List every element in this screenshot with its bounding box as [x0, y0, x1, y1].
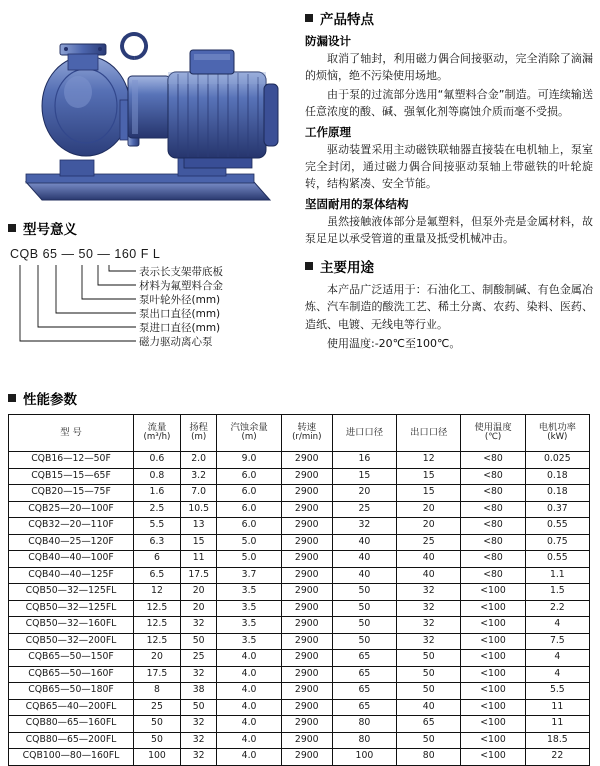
cell-value: 100	[332, 749, 396, 766]
cell-value: <80	[461, 501, 525, 518]
cell-value: <100	[461, 633, 525, 650]
model-code	[10, 247, 298, 261]
cell-value: 12.5	[134, 617, 181, 634]
cell-value: 15	[397, 485, 461, 502]
cell-value: 6.0	[217, 468, 281, 485]
cell-value: 0.55	[525, 551, 589, 568]
model-code-7: L	[152, 247, 161, 261]
features-para-0-0: 取消了轴封，利用磁力偶合间接驱动，完全消除了滴漏的烦恼，绝不污染使用场地。	[305, 52, 593, 83]
table-row	[9, 666, 590, 683]
cell-value: 2900	[281, 452, 332, 469]
features-heading	[305, 8, 593, 28]
usage-title: 主要用途	[320, 260, 374, 277]
model-legend-0: 表示长支架带底板	[139, 266, 223, 278]
features-sub-structure: 坚固耐用的泵体结构	[305, 197, 409, 212]
model-meaning-section	[8, 218, 298, 363]
cell-value: <80	[461, 551, 525, 568]
cell-model: CQB40—25—120F	[9, 534, 134, 551]
cell-value: 4	[525, 617, 589, 634]
th-power: 电机功率 (kW)	[525, 415, 589, 452]
cell-value: 100	[134, 749, 181, 766]
cell-value: 7.0	[180, 485, 217, 502]
cell-value: 3.7	[217, 567, 281, 584]
cell-value: 20	[180, 584, 217, 601]
cell-value: 25	[180, 650, 217, 667]
cell-value: 32	[180, 732, 217, 749]
table-row	[9, 567, 590, 584]
cell-value: 4.0	[217, 683, 281, 700]
cell-value: 2900	[281, 650, 332, 667]
cell-value: 6.0	[217, 518, 281, 535]
cell-value: 2900	[281, 485, 332, 502]
table-row	[9, 452, 590, 469]
usage-para-0: 本产品广泛适用于：石油化工、制酸制碱、有色金属冶炼、汽车制造的酸洗工艺、稀土分离、农药、染料、医药、造纸、电镀、无线电等行业。	[305, 283, 593, 331]
cell-value: 6	[134, 551, 181, 568]
cell-value: 0.8	[134, 468, 181, 485]
cell-value: 65	[332, 683, 396, 700]
cell-value: 50	[180, 633, 217, 650]
cell-value: 13	[180, 518, 217, 535]
cell-value: 2.2	[525, 600, 589, 617]
model-code-1: 65	[42, 247, 58, 261]
cell-value: 65	[332, 650, 396, 667]
table-row	[9, 600, 590, 617]
cell-value: <100	[461, 749, 525, 766]
cell-value: 0.6	[134, 452, 181, 469]
cell-value: 5.0	[217, 534, 281, 551]
features-para-0-1: 由于泵的过流部分选用“氟塑料合金”制造。可连续输送任意浓度的酸、碱、强氧化剂等腐蚀介质而毫不受损。	[305, 88, 593, 119]
model-code-4: —	[97, 247, 111, 261]
cell-value: 32	[397, 600, 461, 617]
performance-heading	[8, 388, 592, 408]
model-heading	[8, 218, 298, 238]
th-temp: 使用温度 (℃)	[461, 415, 525, 452]
cell-model: CQB50—32—160FL	[9, 617, 134, 634]
table-row	[9, 633, 590, 650]
features-para-1-0: 驱动装置采用主动磁铁联轴器直接装在电机轴上，泵室完全封闭，通过磁力偶合间接驱动泵轴上带磁铁的叶轮旋转，结构紧凑、安全节能。	[305, 143, 593, 191]
bullet-square-icon	[305, 262, 313, 270]
cell-value: 65	[332, 666, 396, 683]
cell-value: 1.1	[525, 567, 589, 584]
cell-value: 0.75	[525, 534, 589, 551]
th-inlet: 进口口径	[332, 415, 396, 452]
cell-value: 2.0	[180, 452, 217, 469]
model-legend-5: 磁力驱动离心泵	[139, 336, 213, 348]
cell-value: 6.3	[134, 534, 181, 551]
cell-value: 12	[134, 584, 181, 601]
cell-value: 2900	[281, 501, 332, 518]
cell-value: 1.6	[134, 485, 181, 502]
th-model: 型 号	[9, 415, 134, 452]
cell-value: 10.5	[180, 501, 217, 518]
cell-value: <100	[461, 584, 525, 601]
features-sub-principle: 工作原理	[305, 125, 351, 140]
cell-value: 50	[332, 617, 396, 634]
cell-value: 9.0	[217, 452, 281, 469]
model-legend-4: 泵进口直径(mm)	[139, 322, 221, 334]
cell-value: 2.5	[134, 501, 181, 518]
cell-value: 3.5	[217, 633, 281, 650]
cell-value: 40	[332, 534, 396, 551]
cell-model: CQB65—50—150F	[9, 650, 134, 667]
cell-value: 6.0	[217, 485, 281, 502]
cell-value: 40	[332, 567, 396, 584]
cell-value: 8	[134, 683, 181, 700]
cell-model: CQB16—12—50F	[9, 452, 134, 469]
cell-model: CQB40—40—100F	[9, 551, 134, 568]
cell-model: CQB15—15—65F	[9, 468, 134, 485]
cell-value: 32	[397, 617, 461, 634]
cell-value: 40	[332, 551, 396, 568]
features-title: 产品特点	[320, 12, 374, 28]
cell-value: 32	[180, 666, 217, 683]
cell-value: 3.5	[217, 584, 281, 601]
table-row	[9, 732, 590, 749]
cell-model: CQB80—65—200FL	[9, 732, 134, 749]
cell-value: 40	[397, 699, 461, 716]
cell-value: 4.0	[217, 699, 281, 716]
cell-value: 11	[525, 716, 589, 733]
cell-value: 4.0	[217, 732, 281, 749]
cell-value: 4	[525, 666, 589, 683]
model-legend-1: 材料为氟塑料合金	[139, 280, 223, 292]
cell-value: 2900	[281, 600, 332, 617]
table-row	[9, 749, 590, 766]
cell-value: 0.18	[525, 485, 589, 502]
model-legend-2: 泵叶轮外径(mm)	[139, 294, 221, 306]
cell-value: 25	[134, 699, 181, 716]
cell-value: 2900	[281, 584, 332, 601]
cell-value: <100	[461, 650, 525, 667]
cell-value: 65	[332, 699, 396, 716]
model-code-5: 160	[114, 247, 137, 261]
cell-value: 0.55	[525, 518, 589, 535]
cell-value: 2900	[281, 749, 332, 766]
cell-value: 32	[180, 749, 217, 766]
cell-value: 50	[134, 732, 181, 749]
performance-title: 性能参数	[23, 392, 77, 408]
cell-model: CQB20—15—75F	[9, 485, 134, 502]
cell-value: 20	[397, 501, 461, 518]
model-leader-lines	[8, 263, 298, 363]
cell-value: 2900	[281, 518, 332, 535]
cell-value: 20	[332, 485, 396, 502]
cell-value: 50	[332, 633, 396, 650]
cell-value: 6.5	[134, 567, 181, 584]
cell-value: 2900	[281, 666, 332, 683]
cell-value: 80	[332, 732, 396, 749]
cell-value: 50	[397, 666, 461, 683]
table-header-row	[9, 415, 590, 452]
cell-value: 7.5	[525, 633, 589, 650]
cell-value: 22	[525, 749, 589, 766]
model-code-3: 50	[78, 247, 94, 261]
cell-model: CQB80—65—160FL	[9, 716, 134, 733]
cell-value: 2900	[281, 617, 332, 634]
cell-value: <100	[461, 666, 525, 683]
cell-value: 20	[134, 650, 181, 667]
cell-value: 12.5	[134, 600, 181, 617]
cell-value: 6.0	[217, 501, 281, 518]
cell-value: <100	[461, 732, 525, 749]
cell-value: 32	[332, 518, 396, 535]
cell-value: 0.18	[525, 468, 589, 485]
cell-value: 32	[397, 633, 461, 650]
cell-value: 38	[180, 683, 217, 700]
model-title: 型号意义	[23, 222, 77, 238]
cell-value: 3.5	[217, 617, 281, 634]
bullet-square-icon	[8, 394, 16, 402]
cell-value: 11	[180, 551, 217, 568]
cell-value: 17.5	[134, 666, 181, 683]
th-head: 扬程 (m)	[180, 415, 217, 452]
table-row	[9, 683, 590, 700]
cell-value: 2900	[281, 716, 332, 733]
cell-model: CQB25—20—100F	[9, 501, 134, 518]
cell-model: CQB50—32—125FL	[9, 600, 134, 617]
cell-model: CQB50—32—125FL	[9, 584, 134, 601]
cell-value: 4.0	[217, 749, 281, 766]
cell-model: CQB40—40—125F	[9, 567, 134, 584]
cell-value: <80	[461, 518, 525, 535]
cell-value: <80	[461, 567, 525, 584]
pump-illustration	[8, 14, 293, 212]
cell-value: 40	[397, 567, 461, 584]
cell-value: 20	[180, 600, 217, 617]
cell-value: 4.0	[217, 716, 281, 733]
cell-value: 80	[397, 749, 461, 766]
cell-value: <80	[461, 468, 525, 485]
cell-value: 12.5	[134, 633, 181, 650]
cell-model: CQB32—20—110F	[9, 518, 134, 535]
table-row	[9, 485, 590, 502]
cell-model: CQB50—32—200FL	[9, 633, 134, 650]
cell-value: 50	[332, 584, 396, 601]
cell-value: 11	[525, 699, 589, 716]
cell-value: 3.5	[217, 600, 281, 617]
cell-value: 2900	[281, 732, 332, 749]
cell-value: 50	[397, 683, 461, 700]
cell-value: 2900	[281, 468, 332, 485]
cell-value: 50	[134, 716, 181, 733]
th-speed: 转速 (r/min)	[281, 415, 332, 452]
cell-value: 17.5	[180, 567, 217, 584]
usage-section	[305, 256, 593, 351]
cell-value: 80	[332, 716, 396, 733]
cell-value: 5.5	[525, 683, 589, 700]
cell-value: <100	[461, 683, 525, 700]
cell-value: <100	[461, 600, 525, 617]
cell-value: <100	[461, 617, 525, 634]
features-para-2-0: 虽然接触液体部分是氟塑料，但泵外壳是金属材料，故泵足足以承受管道的重量及抵受机械冲击。	[305, 215, 593, 246]
performance-table	[8, 414, 590, 766]
table-row	[9, 518, 590, 535]
cell-value: 15	[332, 468, 396, 485]
model-legend-3: 泵出口直径(mm)	[139, 308, 221, 320]
table-row	[9, 584, 590, 601]
cell-value: <80	[461, 534, 525, 551]
cell-value: 50	[332, 600, 396, 617]
cell-value: 40	[397, 551, 461, 568]
table-body	[9, 452, 590, 766]
cell-value: 50	[397, 732, 461, 749]
cell-model: CQB65—50—180F	[9, 683, 134, 700]
cell-value: 15	[180, 534, 217, 551]
th-outlet: 出口口径	[397, 415, 461, 452]
cell-value: 32	[180, 617, 217, 634]
cell-value: 16	[332, 452, 396, 469]
model-code-2: —	[61, 247, 75, 261]
cell-value: 2900	[281, 534, 332, 551]
cell-value: 25	[332, 501, 396, 518]
cell-model: CQB65—40—200FL	[9, 699, 134, 716]
cell-value: <100	[461, 716, 525, 733]
th-npsh: 汽蚀余量 (m)	[217, 415, 281, 452]
cell-value: 0.37	[525, 501, 589, 518]
table-row	[9, 617, 590, 634]
table-row	[9, 468, 590, 485]
cell-value: 4.0	[217, 650, 281, 667]
model-code-6: F	[140, 247, 149, 261]
cell-value: 2900	[281, 699, 332, 716]
table-row	[9, 501, 590, 518]
cell-value: 2900	[281, 551, 332, 568]
cell-value: 2900	[281, 683, 332, 700]
cell-value: 1.5	[525, 584, 589, 601]
bullet-square-icon	[8, 224, 16, 232]
usage-para-1: 使用温度:-20℃至100℃。	[327, 336, 461, 350]
table-row	[9, 650, 590, 667]
cell-value: 15	[397, 468, 461, 485]
cell-value: 32	[180, 716, 217, 733]
cell-model: CQB65—50—160F	[9, 666, 134, 683]
bullet-square-icon	[305, 14, 313, 22]
cell-value: 65	[397, 716, 461, 733]
cell-value: 2900	[281, 633, 332, 650]
features-sub-leak: 防漏设计	[305, 34, 351, 48]
table-row	[9, 699, 590, 716]
cell-value: 25	[397, 534, 461, 551]
cell-value: <80	[461, 452, 525, 469]
cell-model: CQB100—80—160FL	[9, 749, 134, 766]
cell-value: 5.5	[134, 518, 181, 535]
performance-section	[8, 388, 592, 766]
cell-value: 5.0	[217, 551, 281, 568]
cell-value: 4	[525, 650, 589, 667]
table-row	[9, 534, 590, 551]
cell-value: <100	[461, 699, 525, 716]
cell-value: 0.025	[525, 452, 589, 469]
cell-value: <80	[461, 485, 525, 502]
model-code-0: CQB	[10, 247, 39, 261]
cell-value: 3.2	[180, 468, 217, 485]
cell-value: 20	[397, 518, 461, 535]
cell-value: 32	[397, 584, 461, 601]
table-row	[9, 716, 590, 733]
table-row	[9, 551, 590, 568]
cell-value: 12	[397, 452, 461, 469]
cell-value: 18.5	[525, 732, 589, 749]
cell-value: 50	[397, 650, 461, 667]
usage-heading	[305, 256, 593, 276]
right-column	[305, 8, 593, 361]
features-section	[305, 8, 593, 247]
cell-value: 4.0	[217, 666, 281, 683]
cell-value: 2900	[281, 567, 332, 584]
cell-value: 50	[180, 699, 217, 716]
th-flow: 流量 (m³/h)	[134, 415, 181, 452]
